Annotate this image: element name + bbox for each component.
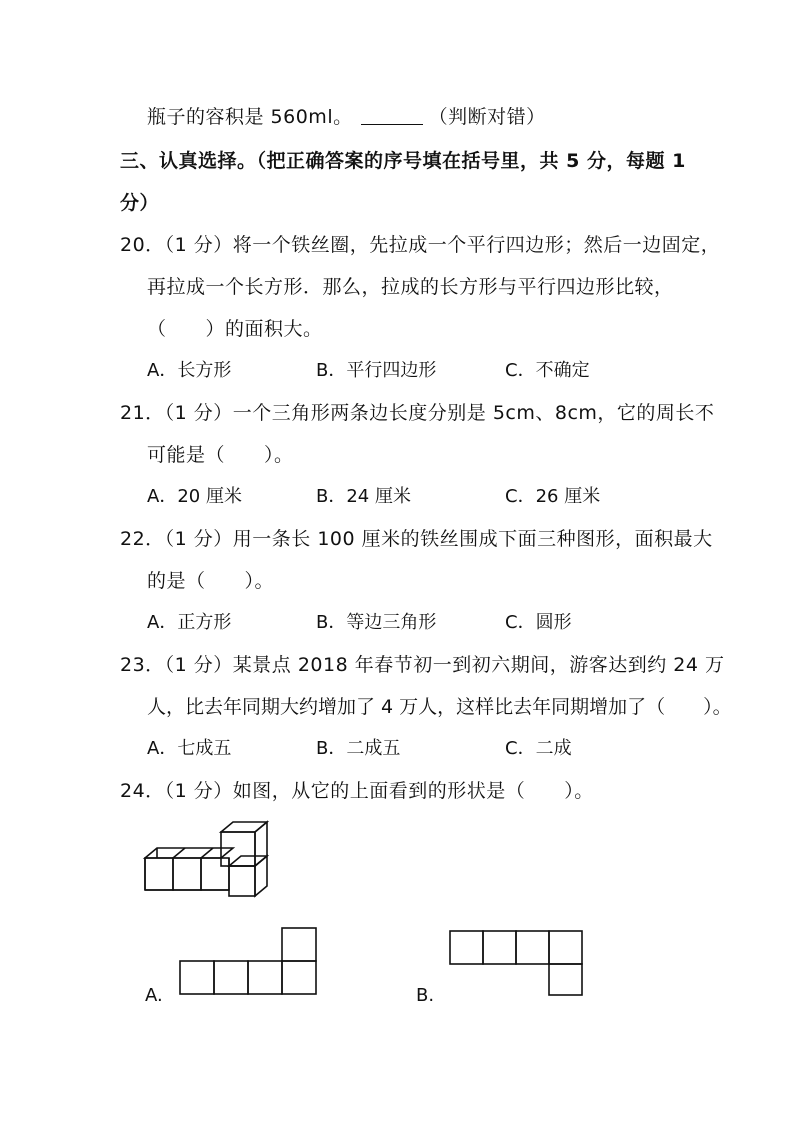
- front-cube-face: [229, 866, 255, 896]
- q20-line3: （ ）的面积大。: [147, 318, 323, 340]
- q19-suffix: （判断对错）: [428, 106, 546, 128]
- row-cube-1: [145, 858, 173, 890]
- answer-blank[interactable]: [361, 106, 423, 125]
- row-cube-2: [173, 858, 201, 890]
- q22-option-b[interactable]: B．等边三角形: [316, 612, 437, 633]
- q23-option-c[interactable]: C．二成: [505, 738, 572, 759]
- q24-line1: 24．（1 分）如图，从它的上面看到的形状是（ ）。: [120, 780, 594, 802]
- q21-option-c[interactable]: C．26 厘米: [505, 486, 601, 507]
- q24-cube-figure: [143, 820, 283, 900]
- q21-option-a[interactable]: A．20 厘米: [147, 486, 242, 507]
- row-top-face: [145, 848, 233, 858]
- q20-option-c[interactable]: C．不确定: [505, 360, 590, 381]
- q21-line1: 21．（1 分）一个三角形两条边长度分别是 5cm、8cm，它的周长不: [120, 402, 715, 424]
- front-cube-side: [255, 856, 267, 896]
- q23-option-a[interactable]: A．七成五: [147, 738, 232, 759]
- cube-top-front: [221, 832, 255, 866]
- q22-line1: 22．（1 分）用一条长 100 厘米的铁丝围成下面三种图形，面积最大: [120, 528, 713, 550]
- q19-text: 瓶子的容积是 560ml。: [147, 106, 353, 128]
- q21-option-b[interactable]: B．24 厘米: [316, 486, 411, 507]
- section-3-title: 三、认真选择。（把正确答案的序号填在括号里，共 5 分，每题 1: [120, 150, 686, 172]
- q19-statement-line: [147, 104, 546, 130]
- q20-option-a[interactable]: A．长方形: [147, 360, 232, 381]
- q20-line2: 再拉成一个长方形．那么，拉成的长方形与平行四边形比较，: [147, 276, 674, 298]
- q20-line1: 20．（1 分）将一个铁丝圈，先拉成一个平行四边形；然后一边固定，: [120, 234, 721, 256]
- q23-line1: 23．（1 分）某景点 2018 年春节初一到初六期间，游客达到约 24 万: [120, 654, 725, 676]
- q20-option-b[interactable]: B．平行四边形: [316, 360, 437, 381]
- q22-line2: 的是（ ）。: [147, 570, 275, 592]
- q23-option-b[interactable]: B．二成五: [316, 738, 401, 759]
- q24-option-a-figure[interactable]: [178, 926, 318, 996]
- q24-option-b-label[interactable]: B.: [416, 985, 435, 1006]
- q22-option-a[interactable]: A．正方形: [147, 612, 232, 633]
- q22-option-c[interactable]: C．圆形: [505, 612, 572, 633]
- q21-line2: 可能是（ ）。: [147, 444, 294, 466]
- q23-line2: 人，比去年同期大约增加了 4 万人，这样比去年同期增加了（ ）。: [147, 696, 732, 718]
- q24-option-a-label[interactable]: A.: [145, 985, 163, 1006]
- section-3-title-cont: 分）: [120, 192, 160, 214]
- cube-top-side: [255, 822, 267, 866]
- row-cube-3: [201, 858, 229, 890]
- q24-option-b-figure[interactable]: [448, 929, 588, 999]
